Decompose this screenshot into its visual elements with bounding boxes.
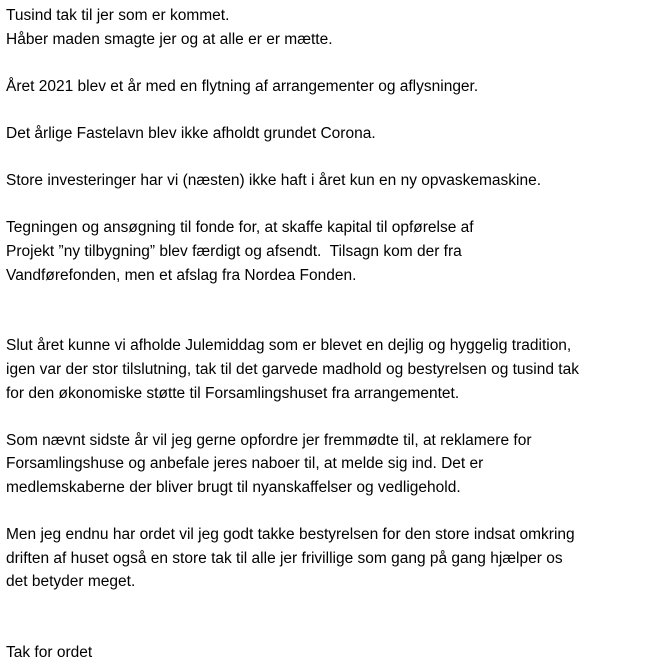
paragraph-5 <box>6 216 642 287</box>
text-line: Det årlige Fastelavn blev ikke afholdt grundet Corona. <box>6 124 376 142</box>
text-line: Forsamlingshuse og anbefale jeres naboer til, at melde sig ind. Det er <box>6 455 484 473</box>
paragraph-spacer <box>6 499 642 523</box>
text-line: for den økonomiske støtte til Forsamlingshuset fra arrangementet. <box>6 384 460 402</box>
text-line: medlemskaberne der bliver brugt til nyanskaffelser og vedligehold. <box>6 478 461 496</box>
paragraph-9 <box>6 641 642 665</box>
paragraph-2 <box>6 75 642 99</box>
paragraph-6 <box>6 334 642 405</box>
text-line: Slut året kunne vi afholde Julemiddag som er blevet en dejlig og hyggelig tradition, <box>6 337 572 355</box>
text-line: Året 2021 blev et år med en flytning af arrangementer og aflysninger. <box>6 77 479 95</box>
paragraph-spacer <box>6 594 642 641</box>
text-line: Tegningen og ansøgning til fonde for, at skaffe kapital til opførelse af <box>6 219 474 237</box>
text-line: Tak for ordet <box>6 644 93 662</box>
text-line: Håber maden smagte jer og at alle er er mætte. <box>6 30 333 48</box>
document-body <box>6 4 642 665</box>
text-line: Tusind tak til jer som er kommet. <box>6 7 230 24</box>
text-line: igen var der stor tilslutning, tak til det garvede madhold og bestyrelsen og tusind tak <box>6 360 579 378</box>
text-line: Men jeg endnu har ordet vil jeg godt takke bestyrelsen for den store indsat omkring <box>6 526 575 544</box>
paragraph-spacer <box>6 193 642 217</box>
text-line: driften af huset også en store tak til alle jer frivillige som gang på gang hjælper os <box>6 549 563 567</box>
text-line: Vandførefonden, men et afslag fra Nordea Fonden. <box>6 266 357 284</box>
paragraph-4 <box>6 169 642 193</box>
paragraph-spacer <box>6 146 642 170</box>
paragraph-spacer <box>6 51 642 75</box>
paragraph-spacer <box>6 287 642 334</box>
paragraph-7 <box>6 429 642 500</box>
text-line: Projekt ”ny tilbygning” blev færdigt og afsendt. Tilsagn kom der fra <box>6 242 462 260</box>
paragraph-spacer <box>6 98 642 122</box>
text-line: det betyder meget. <box>6 573 136 591</box>
paragraph-3 <box>6 122 642 146</box>
text-line: Som nævnt sidste år vil jeg gerne opfordre jer fremmødte til, at reklamere for <box>6 431 532 449</box>
paragraph-8 <box>6 523 642 594</box>
paragraph-spacer <box>6 405 642 429</box>
paragraph-1 <box>6 4 642 51</box>
text-line: Store investeringer har vi (næsten) ikke haft i året kun en ny opvaskemaskine. <box>6 172 542 190</box>
